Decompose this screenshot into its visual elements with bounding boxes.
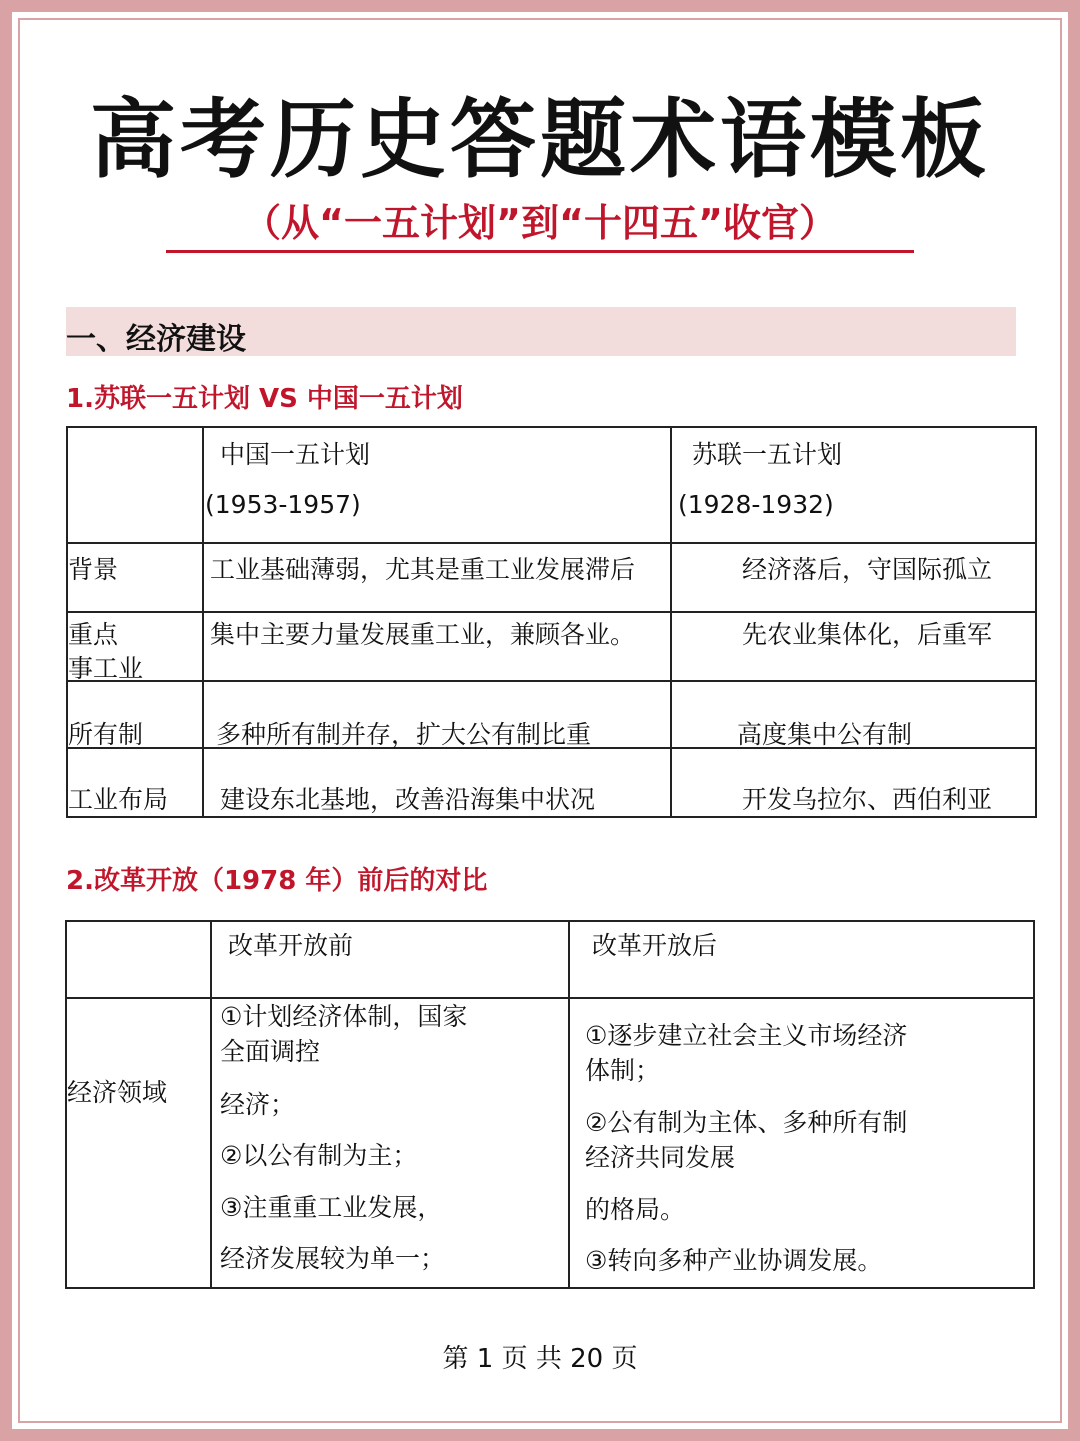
before-line-4: ②以公有制为主； <box>220 1141 418 1170</box>
cell-china-layout: 建设东北基地，改善沿海集中状况 <box>220 785 596 814</box>
row-label-layout: 工业布局 <box>68 785 169 814</box>
section-title: 一、经济建设 <box>66 322 246 357</box>
after-line-5: 的格局。 <box>585 1195 686 1224</box>
header-ussr-plan: 苏联一五计划 <box>692 440 843 469</box>
subsection-heading-2: 2.改革开放（1978 年）前后的对比 <box>66 866 488 896</box>
cell-china-focus: 集中主要力量发展重工业，兼顾各业。 <box>210 620 636 649</box>
before-line-5: ③注重重工业发展， <box>220 1193 443 1222</box>
header-china-plan: 中国一五计划 <box>220 440 371 469</box>
after-line-3: ②公有制为主体、多种所有制 <box>585 1108 908 1137</box>
cell-ussr-background: 经济落后，守国际孤立 <box>742 555 993 584</box>
row-label-ownership: 所有制 <box>68 720 144 749</box>
cell-ussr-focus: 先农业集体化，后重军 <box>742 620 993 649</box>
cell-ussr-layout: 开发乌拉尔、西伯利亚 <box>742 785 993 814</box>
after-line-4: 经济共同发展 <box>585 1143 736 1172</box>
row-label-focus: 重点 <box>68 620 119 649</box>
cell-ussr-ownership: 高度集中公有制 <box>737 720 913 749</box>
after-line-2: 体制； <box>585 1056 661 1085</box>
row-label-background: 背景 <box>68 555 119 584</box>
after-line-6: ③转向多种产业协调发展。 <box>585 1246 883 1275</box>
after-line-1: ①逐步建立社会主义市场经济 <box>585 1021 908 1050</box>
before-line-2: 全面调控 <box>220 1037 321 1066</box>
page-subtitle: （从“一五计划”到“十四五”收官） <box>166 200 914 253</box>
row-label-focus-2: 事工业 <box>68 654 144 683</box>
before-line-1: ①计划经济体制，国家 <box>220 1002 468 1031</box>
subsection-heading-1: 1.苏联一五计划 VS 中国一五计划 <box>66 384 463 414</box>
before-line-3: 经济； <box>220 1090 296 1119</box>
header-after-reform: 改革开放后 <box>592 931 718 960</box>
header-china-years: (1953-1957) <box>205 490 361 519</box>
before-line-6: 经济发展较为单一； <box>220 1244 446 1273</box>
cell-china-ownership: 多种所有制并存，扩大公有制比重 <box>216 720 592 749</box>
page-title: 高考历史答题术语模板 <box>90 90 990 190</box>
row-label-economy: 经济领域 <box>67 1078 168 1107</box>
header-before-reform: 改革开放前 <box>228 931 354 960</box>
page-number-footer: 第 1 页 共 20 页 <box>442 1344 638 1374</box>
cell-china-background: 工业基础薄弱，尤其是重工业发展滞后 <box>210 555 636 584</box>
header-ussr-years: (1928-1932) <box>678 490 834 519</box>
